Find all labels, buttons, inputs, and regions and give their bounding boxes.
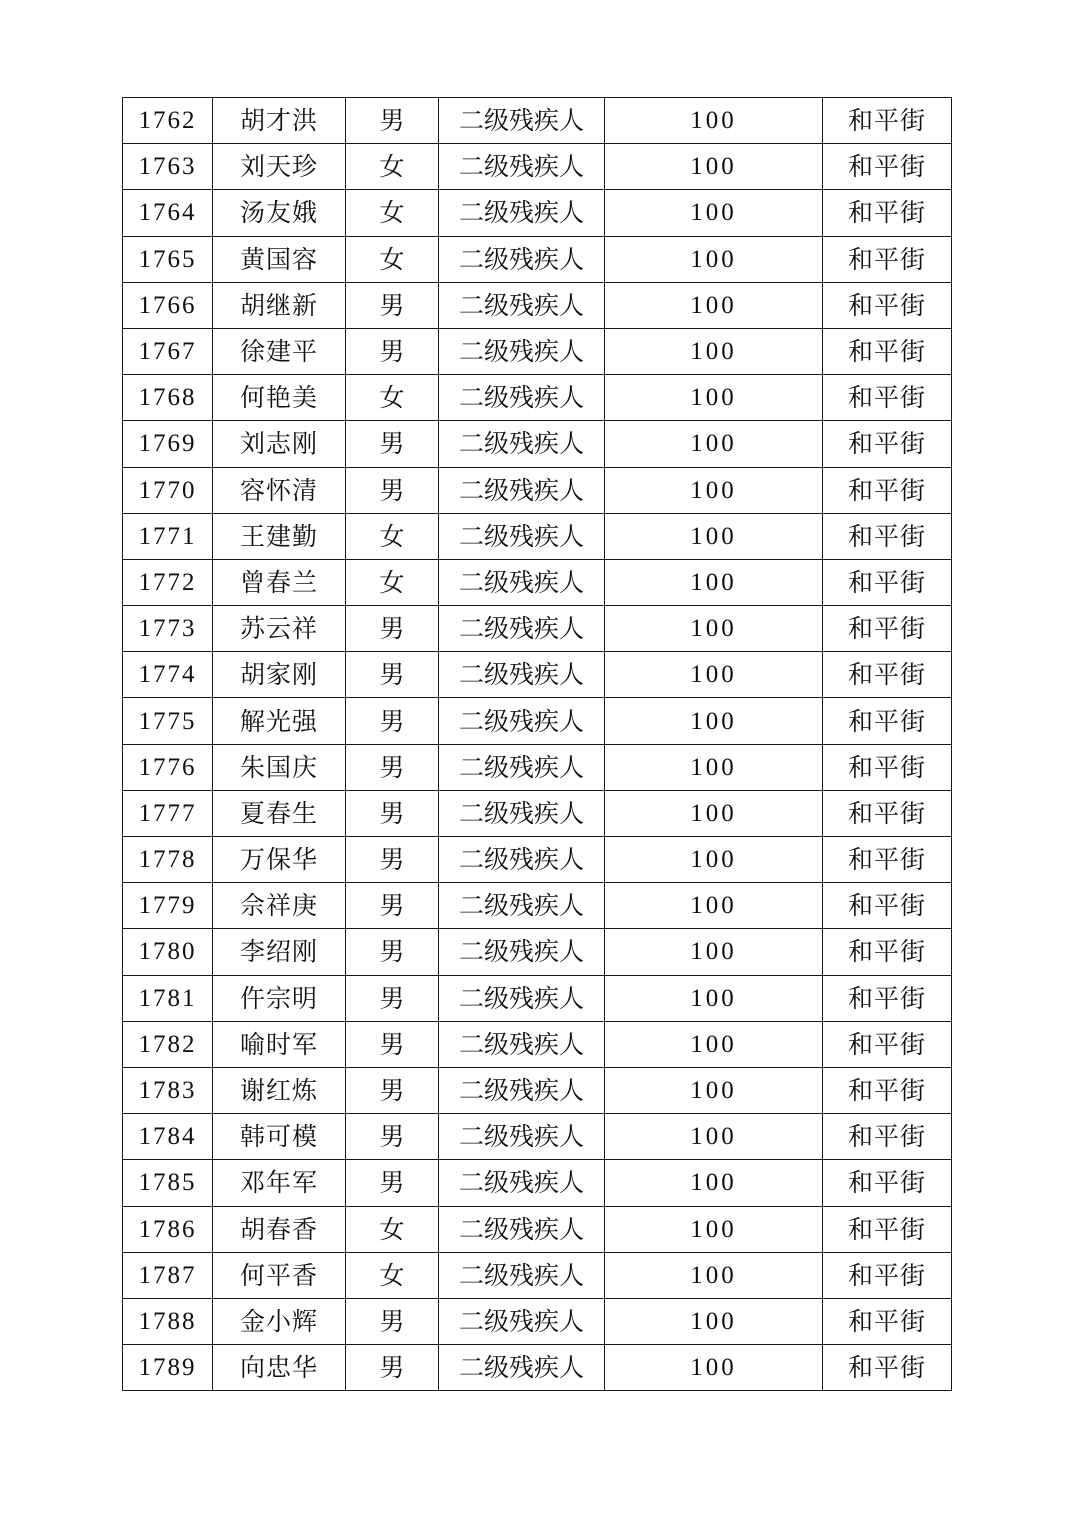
table-row (123, 328, 952, 374)
name-cell: 韩可模 (213, 1114, 346, 1160)
area-cell: 和平街 (823, 1206, 952, 1252)
name-cell: 佘祥庚 (213, 883, 346, 929)
area-cell: 和平街 (823, 421, 952, 467)
row-number-cell: 1763 (123, 144, 213, 190)
name-cell: 刘天珍 (213, 144, 346, 190)
area-cell: 和平街 (823, 1021, 952, 1067)
row-number-cell: 1771 (123, 513, 213, 559)
gender-cell: 女 (346, 236, 439, 282)
area-cell: 和平街 (823, 1345, 952, 1391)
amount-cell: 100 (605, 1021, 823, 1067)
category-cell: 二级残疾人 (439, 375, 605, 421)
table-row (123, 606, 952, 652)
category-cell: 二级残疾人 (439, 1206, 605, 1252)
table-row (123, 1160, 952, 1206)
area-cell: 和平街 (823, 698, 952, 744)
gender-cell: 男 (346, 606, 439, 652)
row-number-cell: 1775 (123, 698, 213, 744)
name-cell: 何艳美 (213, 375, 346, 421)
area-cell: 和平街 (823, 790, 952, 836)
table-row (123, 837, 952, 883)
row-number-cell: 1780 (123, 929, 213, 975)
table-row (123, 929, 952, 975)
name-cell: 向忠华 (213, 1345, 346, 1391)
name-cell: 刘志刚 (213, 421, 346, 467)
row-number-cell: 1770 (123, 467, 213, 513)
category-cell: 二级残疾人 (439, 98, 605, 144)
name-cell: 汤友娥 (213, 190, 346, 236)
name-cell: 朱国庆 (213, 744, 346, 790)
amount-cell: 100 (605, 513, 823, 559)
table-row (123, 790, 952, 836)
table-row (123, 1206, 952, 1252)
amount-cell: 100 (605, 98, 823, 144)
row-number-cell: 1765 (123, 236, 213, 282)
row-number-cell: 1781 (123, 975, 213, 1021)
table-row (123, 513, 952, 559)
table-row (123, 559, 952, 605)
area-cell: 和平街 (823, 837, 952, 883)
gender-cell: 男 (346, 328, 439, 374)
roster-table-body (123, 98, 952, 1391)
category-cell: 二级残疾人 (439, 144, 605, 190)
category-cell: 二级残疾人 (439, 421, 605, 467)
area-cell: 和平街 (823, 975, 952, 1021)
category-cell: 二级残疾人 (439, 1021, 605, 1067)
amount-cell: 100 (605, 1252, 823, 1298)
amount-cell: 100 (605, 421, 823, 467)
table-row (123, 421, 952, 467)
category-cell: 二级残疾人 (439, 1114, 605, 1160)
area-cell: 和平街 (823, 606, 952, 652)
gender-cell: 男 (346, 929, 439, 975)
gender-cell: 男 (346, 652, 439, 698)
amount-cell: 100 (605, 282, 823, 328)
table-row (123, 975, 952, 1021)
amount-cell: 100 (605, 1206, 823, 1252)
category-cell: 二级残疾人 (439, 236, 605, 282)
name-cell: 万保华 (213, 837, 346, 883)
gender-cell: 男 (346, 744, 439, 790)
category-cell: 二级残疾人 (439, 744, 605, 790)
name-cell: 邓年军 (213, 1160, 346, 1206)
name-cell: 夏春生 (213, 790, 346, 836)
row-number-cell: 1764 (123, 190, 213, 236)
row-number-cell: 1789 (123, 1345, 213, 1391)
category-cell: 二级残疾人 (439, 1345, 605, 1391)
gender-cell: 男 (346, 421, 439, 467)
name-cell: 谢红炼 (213, 1067, 346, 1113)
name-cell: 何平香 (213, 1252, 346, 1298)
category-cell: 二级残疾人 (439, 790, 605, 836)
category-cell: 二级残疾人 (439, 190, 605, 236)
gender-cell: 男 (346, 282, 439, 328)
amount-cell: 100 (605, 467, 823, 513)
row-number-cell: 1762 (123, 98, 213, 144)
amount-cell: 100 (605, 1114, 823, 1160)
table-row (123, 698, 952, 744)
name-cell: 胡春香 (213, 1206, 346, 1252)
table-row (123, 1252, 952, 1298)
table-row (123, 1021, 952, 1067)
area-cell: 和平街 (823, 328, 952, 374)
amount-cell: 100 (605, 1298, 823, 1344)
name-cell: 解光强 (213, 698, 346, 744)
category-cell: 二级残疾人 (439, 652, 605, 698)
category-cell: 二级残疾人 (439, 559, 605, 605)
area-cell: 和平街 (823, 559, 952, 605)
amount-cell: 100 (605, 559, 823, 605)
document-page (122, 97, 952, 1391)
area-cell: 和平街 (823, 375, 952, 421)
category-cell: 二级残疾人 (439, 698, 605, 744)
category-cell: 二级残疾人 (439, 467, 605, 513)
gender-cell: 男 (346, 467, 439, 513)
row-number-cell: 1769 (123, 421, 213, 467)
amount-cell: 100 (605, 1067, 823, 1113)
table-row (123, 282, 952, 328)
gender-cell: 男 (346, 837, 439, 883)
table-row (123, 98, 952, 144)
row-number-cell: 1787 (123, 1252, 213, 1298)
category-cell: 二级残疾人 (439, 929, 605, 975)
table-row (123, 236, 952, 282)
gender-cell: 女 (346, 375, 439, 421)
row-number-cell: 1766 (123, 282, 213, 328)
area-cell: 和平街 (823, 467, 952, 513)
row-number-cell: 1785 (123, 1160, 213, 1206)
row-number-cell: 1779 (123, 883, 213, 929)
area-cell: 和平街 (823, 1160, 952, 1206)
row-number-cell: 1784 (123, 1114, 213, 1160)
table-row (123, 744, 952, 790)
category-cell: 二级残疾人 (439, 328, 605, 374)
row-number-cell: 1778 (123, 837, 213, 883)
row-number-cell: 1776 (123, 744, 213, 790)
table-row (123, 1298, 952, 1344)
name-cell: 胡才洪 (213, 98, 346, 144)
amount-cell: 100 (605, 883, 823, 929)
gender-cell: 女 (346, 1252, 439, 1298)
row-number-cell: 1772 (123, 559, 213, 605)
category-cell: 二级残疾人 (439, 282, 605, 328)
gender-cell: 女 (346, 190, 439, 236)
amount-cell: 100 (605, 236, 823, 282)
gender-cell: 男 (346, 698, 439, 744)
amount-cell: 100 (605, 606, 823, 652)
table-row (123, 1067, 952, 1113)
row-number-cell: 1788 (123, 1298, 213, 1344)
name-cell: 曾春兰 (213, 559, 346, 605)
table-row (123, 883, 952, 929)
gender-cell: 男 (346, 98, 439, 144)
amount-cell: 100 (605, 698, 823, 744)
area-cell: 和平街 (823, 282, 952, 328)
table-row (123, 375, 952, 421)
name-cell: 李绍刚 (213, 929, 346, 975)
row-number-cell: 1768 (123, 375, 213, 421)
category-cell: 二级残疾人 (439, 837, 605, 883)
name-cell: 仵宗明 (213, 975, 346, 1021)
amount-cell: 100 (605, 1345, 823, 1391)
area-cell: 和平街 (823, 236, 952, 282)
amount-cell: 100 (605, 190, 823, 236)
gender-cell: 男 (346, 975, 439, 1021)
gender-cell: 男 (346, 1021, 439, 1067)
category-cell: 二级残疾人 (439, 606, 605, 652)
gender-cell: 男 (346, 1067, 439, 1113)
category-cell: 二级残疾人 (439, 1252, 605, 1298)
name-cell: 王建勤 (213, 513, 346, 559)
table-row (123, 1114, 952, 1160)
area-cell: 和平街 (823, 929, 952, 975)
name-cell: 金小辉 (213, 1298, 346, 1344)
row-number-cell: 1774 (123, 652, 213, 698)
gender-cell: 男 (346, 790, 439, 836)
row-number-cell: 1777 (123, 790, 213, 836)
area-cell: 和平街 (823, 1114, 952, 1160)
area-cell: 和平街 (823, 1067, 952, 1113)
area-cell: 和平街 (823, 652, 952, 698)
name-cell: 胡家刚 (213, 652, 346, 698)
name-cell: 徐建平 (213, 328, 346, 374)
name-cell: 胡继新 (213, 282, 346, 328)
row-number-cell: 1773 (123, 606, 213, 652)
category-cell: 二级残疾人 (439, 1067, 605, 1113)
amount-cell: 100 (605, 328, 823, 374)
area-cell: 和平街 (823, 190, 952, 236)
area-cell: 和平街 (823, 513, 952, 559)
table-row (123, 1345, 952, 1391)
row-number-cell: 1783 (123, 1067, 213, 1113)
name-cell: 容怀清 (213, 467, 346, 513)
row-number-cell: 1767 (123, 328, 213, 374)
category-cell: 二级残疾人 (439, 513, 605, 559)
amount-cell: 100 (605, 744, 823, 790)
area-cell: 和平街 (823, 883, 952, 929)
gender-cell: 女 (346, 513, 439, 559)
table-row (123, 467, 952, 513)
amount-cell: 100 (605, 652, 823, 698)
area-cell: 和平街 (823, 1298, 952, 1344)
gender-cell: 女 (346, 1206, 439, 1252)
amount-cell: 100 (605, 1160, 823, 1206)
gender-cell: 女 (346, 144, 439, 190)
amount-cell: 100 (605, 929, 823, 975)
row-number-cell: 1782 (123, 1021, 213, 1067)
name-cell: 喻时军 (213, 1021, 346, 1067)
amount-cell: 100 (605, 790, 823, 836)
category-cell: 二级残疾人 (439, 975, 605, 1021)
gender-cell: 男 (346, 1114, 439, 1160)
row-number-cell: 1786 (123, 1206, 213, 1252)
category-cell: 二级残疾人 (439, 1298, 605, 1344)
category-cell: 二级残疾人 (439, 883, 605, 929)
area-cell: 和平街 (823, 744, 952, 790)
table-row (123, 190, 952, 236)
area-cell: 和平街 (823, 144, 952, 190)
table-row (123, 652, 952, 698)
amount-cell: 100 (605, 837, 823, 883)
amount-cell: 100 (605, 975, 823, 1021)
gender-cell: 男 (346, 1345, 439, 1391)
gender-cell: 男 (346, 1160, 439, 1206)
gender-cell: 男 (346, 1298, 439, 1344)
table-row (123, 144, 952, 190)
name-cell: 黄国容 (213, 236, 346, 282)
area-cell: 和平街 (823, 1252, 952, 1298)
gender-cell: 女 (346, 559, 439, 605)
gender-cell: 男 (346, 883, 439, 929)
amount-cell: 100 (605, 144, 823, 190)
area-cell: 和平街 (823, 98, 952, 144)
roster-table (122, 97, 952, 1391)
name-cell: 苏云祥 (213, 606, 346, 652)
amount-cell: 100 (605, 375, 823, 421)
category-cell: 二级残疾人 (439, 1160, 605, 1206)
